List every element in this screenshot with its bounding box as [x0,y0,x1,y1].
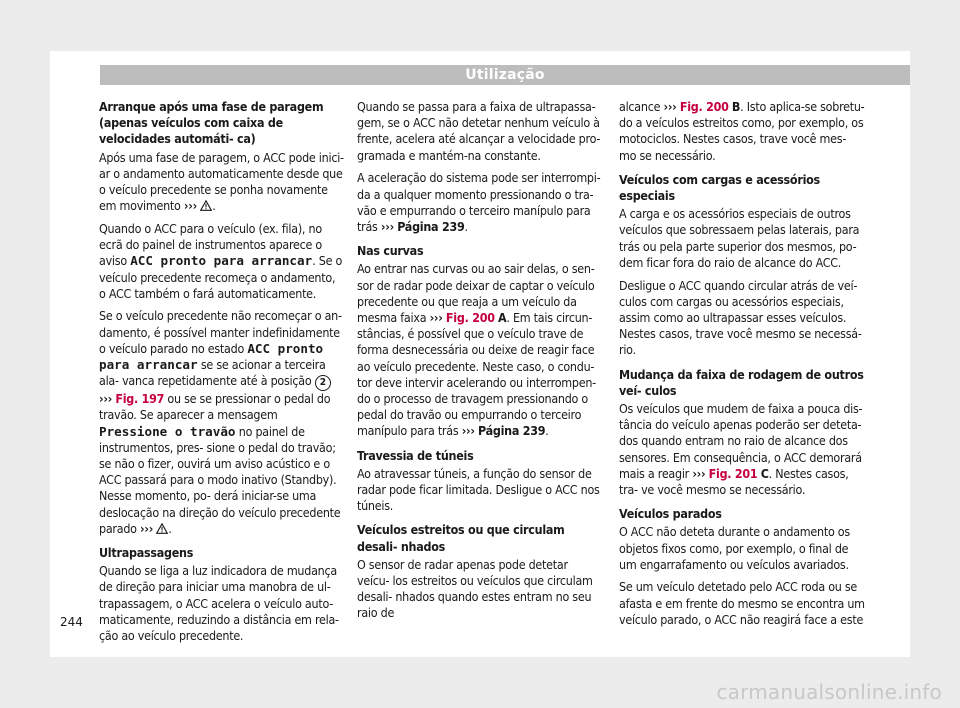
display-message: ACC pronto para arrancar [130,253,313,269]
paragraph: Quando se liga a luz indicadora de mudança de direção para iniciar uma manobra de ul- trapassagem, o ACC acelera o veículo auto- maticamente, reduzindo a distância em rela- ção ao veículo precedente. [99,563,339,644]
cross-ref-arrows: ››› [183,198,197,214]
subheading-tunnels: Travessia de túneis [357,447,474,463]
figure-letter: C [760,465,769,481]
paragraph: A aceleração do sistema pode ser interrompi- da a qualquer momento pressionando o tra- vão e empurrando o terceiro manípulo para trás ››› Página 239. [357,170,601,234]
paragraph: Os veículos que mudem de faixa a pouca dis- tância do veículo apenas poderão ser deteta- dos quando entram no raio de alcance dos sensores. Em consequência, o ACC demorará mais a reagir ››› Fig. 201 C. Nestes casos, tra- ve você mesmo se necessário. [619,400,863,497]
figure-letter: B [731,99,741,114]
paragraph: A carga e os acessórios especiais de outros veículos que sobressaem pelas laterais, para trás ou pela parte superior dos mesmos, po- dem ficar fora do raio de alcance do ACC. [619,206,860,270]
text-column-1 [99,99,345,651]
display-message: Pressione o travão [99,423,236,439]
subheading-lane-change: Mudança da faixa de rodagem de outros veí- culos [619,366,864,398]
paragraph: O sensor de radar apenas pode detetar veícu- los estreitos ou veículos que circulam desali- nhados quando estes entram no seu raio de [357,556,593,621]
subheading-narrow-vehicles: Veículos estreitos ou que circulam desali- nhados [357,522,565,554]
cross-ref-arrows: ››› [461,423,475,439]
cross-ref-arrows: ››› [663,99,677,114]
paragraph: Ao atravessar túneis, a função do sensor de radar pode ficar limitada. Desligue o ACC nos túneis. [357,465,600,514]
display-message: ACC pronto para arrancar [99,340,324,373]
subheading-curves: Nas curvas [357,243,424,259]
text-column-2 [357,99,603,628]
section-header [100,65,910,85]
cross-ref-arrows: ››› [380,218,394,234]
position-number-badge: 2 [315,375,331,391]
subheading-restart: Arranque após uma fase de paragem (apenas veículos com caixa de velocidades automáti- ca) [99,99,324,147]
page-link[interactable]: Página 239 [478,423,546,439]
subheading-overtaking: Ultrapassagens [99,545,194,561]
warning-triangle-icon [156,523,168,534]
figure-letter: A [498,309,507,325]
cross-ref-arrows: ››› [692,465,706,481]
paragraph: Após uma fase de paragem, o ACC pode inici- ar o andamento automaticamente desde que o veículo precedente se ponha novamente em movimento ››› . [99,149,344,214]
section-title: Utilização [465,67,545,83]
cross-ref-arrows: ››› [99,391,113,407]
paragraph: Quando se passa para a faixa de ultrapassa- gem, se o ACC não detetar nenhum veículo à frente, acelera até alcançar a velocidade pro- gramada e mantém-na constante. [357,99,601,163]
paragraph: Se o veículo precedente não recomeçar o an- damento, é possível manter indefinidamente o veículo parado no estado ACC pronto para arrancar se se acionar a terceira ala- vanca repetidamente até à posição 2 ››› Fig. 197 ou se se pressionar o pedal do travão. Se aparecer a mensagem Pressione o travão no painel de instrumentos, pres- sione o pedal do travão; se não o fizer, ouvirá um aviso acústico e o ACC passará para o modo inativo (Standby). Nesse momento, po- derá iniciar-se uma deslocação na direção do veículo precedente parado ››› . [99,308,342,536]
paragraph: O ACC não deteta durante o andamento os objetos fixos como, por exemplo, o final de um engarrafamento ou veículos avariados. [619,524,850,572]
paragraph: Desligue o ACC quando circular atrás de veí- culos com cargas ou acessórios especiais, assim como ao ultrapassar esses veículos. Nestes casos, trave você mesmo se necessá- rio. [619,277,862,358]
paragraph: Se um veículo detetado pelo ACC roda ou se afasta e em frente do mesmo se encontra um veículo parado, o ACC não reagirá face a este [619,579,865,627]
cross-ref-arrows: ››› [429,309,443,325]
manual-page [50,51,910,657]
figure-link[interactable]: Fig. 201 [708,465,758,481]
warning-triangle-icon [200,200,212,211]
watermark: carmanualsonline.info [716,680,942,704]
paragraph: Ao entrar nas curvas ou ao sair delas, o sen- sor de radar pode deixar de captar o veículo precedente ou que reaja a um veículo da mesma faixa ››› Fig. 200 A. Em tais circun- stâncias, é possível que o veículo trave de forma desnecessária ou deixe de reagir face ao veículo precedente. Neste caso, o condu- tor deve intervir acelerando ou interrompen- do o processo de travagem pressionando o pedal do travão ou empurrando o terceiro manípulo para trás ››› Página 239. [357,261,596,439]
subheading-stopped-vehicles: Veículos parados [619,506,722,522]
figure-link[interactable]: Fig. 197 [115,391,165,407]
text-column-3 [619,99,865,635]
figure-link[interactable]: Fig. 200 [445,309,495,325]
paragraph: Quando o ACC para o veículo (ex. fila), no ecrã do painel de instrumentos aparece o aviso ACC pronto para arrancar. Se o veículo precedente recomeça o andamento, o ACC também o fará automaticamente. [99,220,343,301]
figure-link[interactable]: Fig. 200 [679,99,729,114]
page-link[interactable]: Página 239 [397,218,465,234]
cross-ref-arrows: ››› [140,520,154,536]
page-number: 244 [60,615,83,629]
subheading-special-loads: Veículos com cargas e acessórios especiais [619,171,820,204]
paragraph: alcance ››› Fig. 200 B. Isto aplica-se sobretu- do a veículos estreitos como, por exemplo, os motociclos. Nestes casos, trave você mes- mo se necessário. [619,99,865,163]
